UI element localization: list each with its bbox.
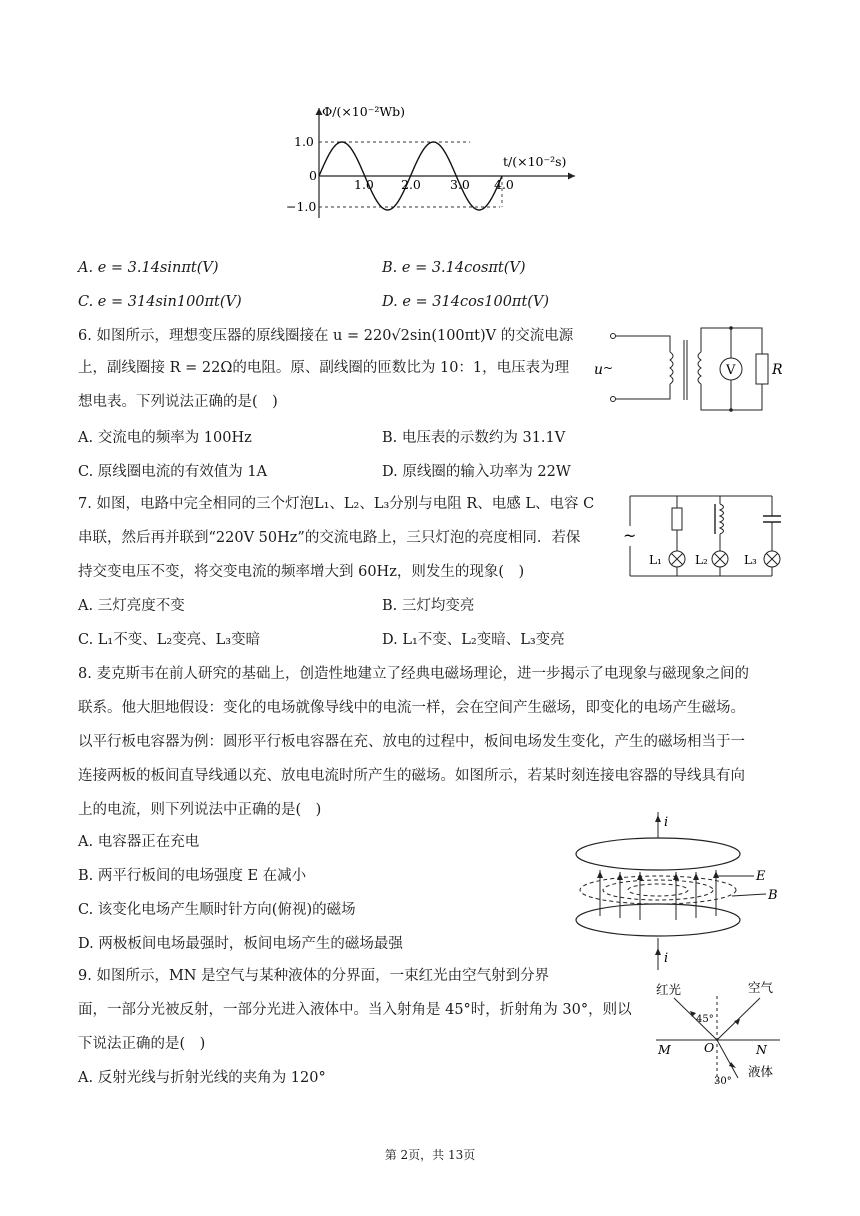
q7-text-line-2: 串联，然后再并联到“220V 50Hz”的交流电路上，三只灯泡的亮度相同．若保 [78, 530, 581, 546]
flux-time-graph [270, 100, 600, 230]
graph-tick-y-neg: −1.0 [286, 199, 317, 214]
three-lamp-circuit-figure [622, 488, 787, 583]
m-label: M [658, 1042, 671, 1057]
q8-option-c: C. 该变化电场产生顺时针方向(俯视)的磁场 [78, 902, 356, 918]
q8-text-line-2: 联系。他大胆地假设：变化的电场就像导线中的电流一样，会在空间产生磁场，即变化的电场产生磁场。 [78, 700, 745, 716]
q9-option-a: A. 反射光线与折射光线的夹角为 120° [78, 1070, 326, 1086]
q7-option-d: D. L₁不变、L₂变暗、L₃变亮 [382, 632, 565, 648]
resistor-label: R [772, 362, 783, 378]
page-footer: 第 2页，共 13页 [384, 1148, 476, 1162]
q7-text-line-3: 持交变电压不变，将交变电流的频率增大到 60Hz，则发生的现象( ) [78, 564, 525, 580]
q8-text-line-5: 上的电流，则下列说法中正确的是( ) [78, 802, 322, 818]
q7-option-b: B. 三灯均变亮 [382, 598, 475, 614]
source-label: u [594, 362, 604, 378]
q7-option-a: A. 三灯亮度不变 [78, 598, 185, 614]
n-label: N [756, 1042, 767, 1057]
q8-option-a: A. 电容器正在充电 [78, 834, 200, 850]
lamp-l3-label: L₃ [744, 553, 757, 567]
lamp-l2-label: L₂ [695, 553, 708, 567]
source-tilde: ~ [603, 361, 614, 375]
q6-option-a: A. 交流电的频率为 100Hz [78, 430, 252, 446]
air-label: 空气 [748, 980, 774, 995]
field-b-label: B [768, 888, 778, 903]
graph-y-label: Φ/(×10⁻²Wb) [322, 104, 406, 119]
q8-text-line-3: 以平行板电容器为例：圆形平行板电容器在充、放电的过程中，板间电场发生变化，产生的磁场相当于一 [78, 734, 745, 750]
transformer-circuit-figure [590, 322, 790, 417]
q8-option-d: D. 两极板间电场最强时，板间电场产生的磁场最强 [78, 936, 403, 952]
ac-source-symbol: ~ [623, 526, 637, 545]
voltmeter-label: V [726, 363, 736, 378]
graph-tick-x-4: 4.0 [494, 177, 514, 192]
q5-option-a: A. e = 3.14sinπt(V) [78, 260, 219, 276]
current-bottom-label: i [664, 951, 669, 966]
angle-incident-label: 45° [696, 1014, 714, 1025]
current-top-label: i [664, 815, 669, 830]
o-label: O [704, 1040, 715, 1055]
liquid-label: 液体 [748, 1064, 774, 1079]
q9-text-line-2: 面，一部分光被反射，一部分光进入液体中。当入射角是 45°时，折射角为 30°，则以 [78, 1002, 632, 1018]
q6-option-d: D. 原线圈的输入功率为 22W [382, 464, 571, 480]
q6-text-line-2: 上，副线圈接 R = 22Ω的电阻。原、副线圈的匝数比为 10：1，电压表为理 [78, 360, 570, 376]
lamp-l1-label: L₁ [649, 553, 662, 567]
q6-text-line-3: 想电表。下列说法正确的是( ) [78, 394, 278, 410]
graph-tick-x-3: 3.0 [450, 177, 470, 192]
q5-option-d: D. e = 314cos100πt(V) [382, 294, 550, 310]
q8-text-line-4: 连接两板的板间直导线通以充、放电电流时所产生的磁场。如图所示，若某时刻连接电容器的导线具有向 [78, 768, 745, 784]
angle-refraction-label: 30° [714, 1076, 732, 1087]
graph-tick-y-pos: 1.0 [294, 134, 314, 149]
red-light-label: 红光 [656, 982, 682, 997]
q6-text-line-1: 6. 如图所示，理想变压器的原线圈接在 u = 220√2sin(100πt)V 的交流电源 [78, 328, 574, 344]
q6-option-b: B. 电压表的示数约为 31.1V [382, 430, 566, 446]
q5-option-c: C. e = 314sin100πt(V) [78, 294, 242, 310]
q8-option-b: B. 两平行板间的电场强度 E 在减小 [78, 868, 307, 884]
refraction-figure [652, 978, 787, 1088]
q7-option-c: C. L₁不变、L₂变亮、L₃变暗 [78, 632, 261, 648]
q8-text-line-1: 8. 麦克斯韦在前人研究的基础上，创造性地建立了经典电磁场理论，进一步揭示了电现象与磁现象之间的 [78, 666, 749, 682]
graph-tick-x-2: 2.0 [401, 177, 421, 192]
q9-text-line-3: 下说法正确的是( ) [78, 1036, 206, 1052]
q9-text-line-1: 9. 如图所示，MN 是空气与某种液体的分界面，一束红光由空气射到分界 [78, 968, 550, 984]
capacitor-field-figure [570, 810, 785, 975]
q6-option-c: C. 原线圈电流的有效值为 1A [78, 464, 268, 480]
graph-tick-origin: 0 [309, 168, 317, 183]
graph-x-label: t/(×10⁻²s) [503, 154, 567, 169]
field-e-label: E [756, 869, 766, 884]
q7-text-line-1: 7. 如图，电路中完全相同的三个灯泡L₁、L₂、L₃分别与电阻 R、电感 L、电容 C [78, 496, 595, 512]
q5-option-b: B. e = 3.14cosπt(V) [382, 260, 526, 276]
graph-tick-x-1: 1.0 [354, 177, 374, 192]
